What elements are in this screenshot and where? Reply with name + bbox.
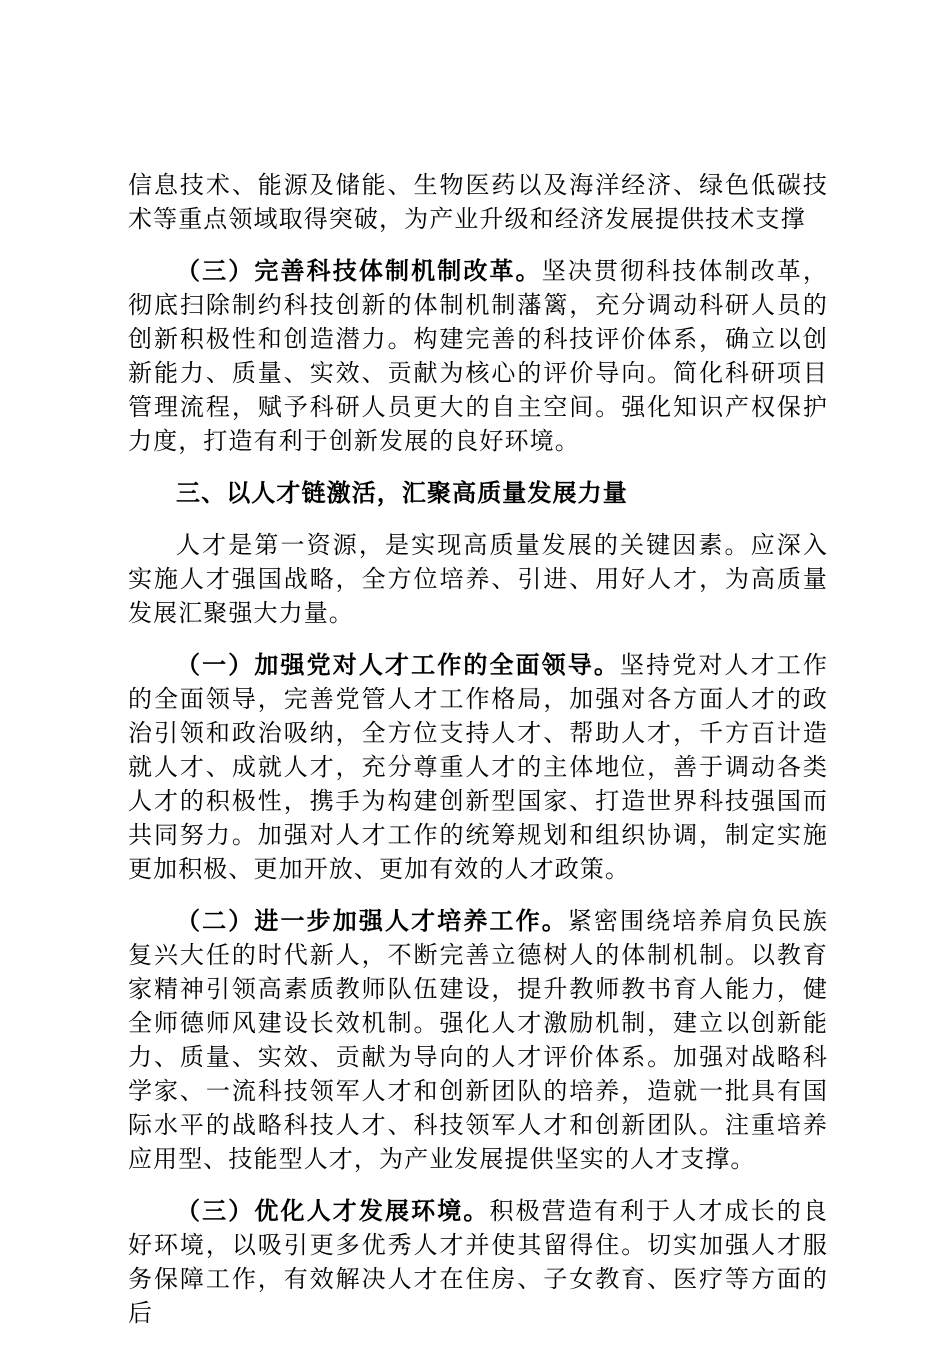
paragraph-text: 坚持党对人才工作的全面领导，完善党管人才工作格局，加强对各方面人才的政治引领和政治吸纳，全方位支持人才、帮助人才，千方百计造就人才、成就人才，充分尊重人才的主体地位，善于调动各类人才的积极性，携手为构建创新型国家、打造世界科技强国而共同努力。加强对人才工作的统筹规划和组织协调，制定实施更加积极、更加开放、更加有效的人才政策。 <box>128 651 828 883</box>
paragraph-intro <box>128 528 828 630</box>
paragraph-lead: （三）优化人才发展环境。 <box>176 1196 490 1225</box>
paragraph-text: 紧密围绕培养肩负民族复兴大任的时代新人，不断完善立德树人的体制机制。以教育家精神引领高素质教师队伍建设，提升教师教书育人能力，健全师德师风建设长效机制。强化人才激励机制，建立以创新能力、质量、实效、贡献为导向的人才评价体系。加强对战略科学家、一流科技领军人才和创新团队的培养，造就一批具有国际水平的战略科技人才、科技领军人才和创新团队。注重培养应用型、技能型人才，为产业发展提供坚实的人才支撑。 <box>128 907 828 1173</box>
paragraph-lead: （三）完善科技体制机制改革。 <box>176 256 542 285</box>
paragraph-lead: （一）加强党对人才工作的全面领导。 <box>176 650 621 679</box>
paragraph-lead: （二）进一步加强人才培养工作。 <box>176 906 568 935</box>
paragraph-text: 积极营造有利于人才成长的良好环境，以吸引更多优秀人才并使其留得住。切实加强人才服务保障工作，有效解决人才在住房、子女教育、医疗等方面的后 <box>128 1197 828 1327</box>
paragraph-text: 信息技术、能源及储能、生物医药以及海洋经济、绿色低碳技术等重点领域取得突破，为产业升级和经济发展提供技术支撑 <box>128 171 828 233</box>
paragraph-training <box>128 904 828 1176</box>
paragraph-environment <box>128 1194 828 1330</box>
section-heading: 三、以人才链激活，汇聚高质量发展力量 <box>176 478 628 507</box>
document-page <box>128 168 828 1348</box>
paragraph-text: 人才是第一资源，是实现高质量发展的关键因素。应深入实施人才强国战略，全方位培养、引进、用好人才，为高质量发展汇聚强大力量。 <box>128 531 828 627</box>
paragraph-reform <box>128 254 828 458</box>
paragraph-continuation <box>128 168 828 236</box>
paragraph-text: 坚决贯彻科技体制改革，彻底扫除制约科技创新的体制机制藩篱，充分调动科研人员的创新积极性和创造潜力。构建完善的科技评价体系，确立以创新能力、质量、实效、贡献为核心的评价导向。简化科研项目管理流程，赋予科研人员更大的自主空间。强化知识产权保护力度，打造有利于创新发展的良好环境。 <box>128 257 828 455</box>
paragraph-leadership <box>128 648 828 886</box>
